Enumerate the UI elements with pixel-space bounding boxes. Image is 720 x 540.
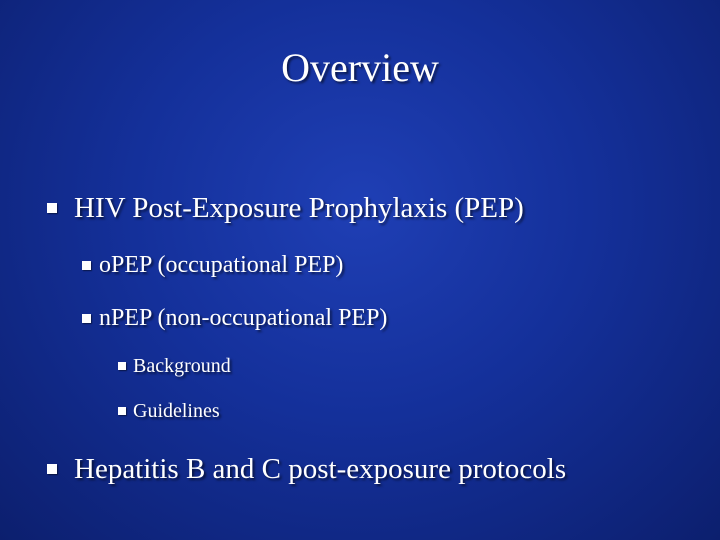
bullet-item-hepatitis xyxy=(47,452,566,486)
slide-title: Overview xyxy=(281,45,439,90)
bullet-label: Guidelines xyxy=(133,400,220,422)
square-bullet-icon xyxy=(82,314,91,323)
bullet-item-npep xyxy=(82,303,387,333)
bullet-label: nPEP (non-occupational PEP) xyxy=(99,305,388,331)
square-bullet-icon xyxy=(82,261,91,270)
bullet-label: HIV Post-Exposure Prophylaxis (PEP) xyxy=(74,192,524,224)
bullet-label: Hepatitis B and C post-exposure protocols xyxy=(74,453,567,485)
bullet-item-hiv-pep xyxy=(47,191,524,225)
bullet-item-guidelines xyxy=(118,398,220,424)
bullet-label: Background xyxy=(133,355,231,377)
square-bullet-icon xyxy=(118,362,126,370)
bullet-item-opep xyxy=(82,250,343,280)
bullet-item-background xyxy=(118,353,231,379)
square-bullet-icon xyxy=(47,203,57,213)
bullet-label: oPEP (occupational PEP) xyxy=(99,252,344,278)
square-bullet-icon xyxy=(118,407,126,415)
square-bullet-icon xyxy=(47,464,57,474)
